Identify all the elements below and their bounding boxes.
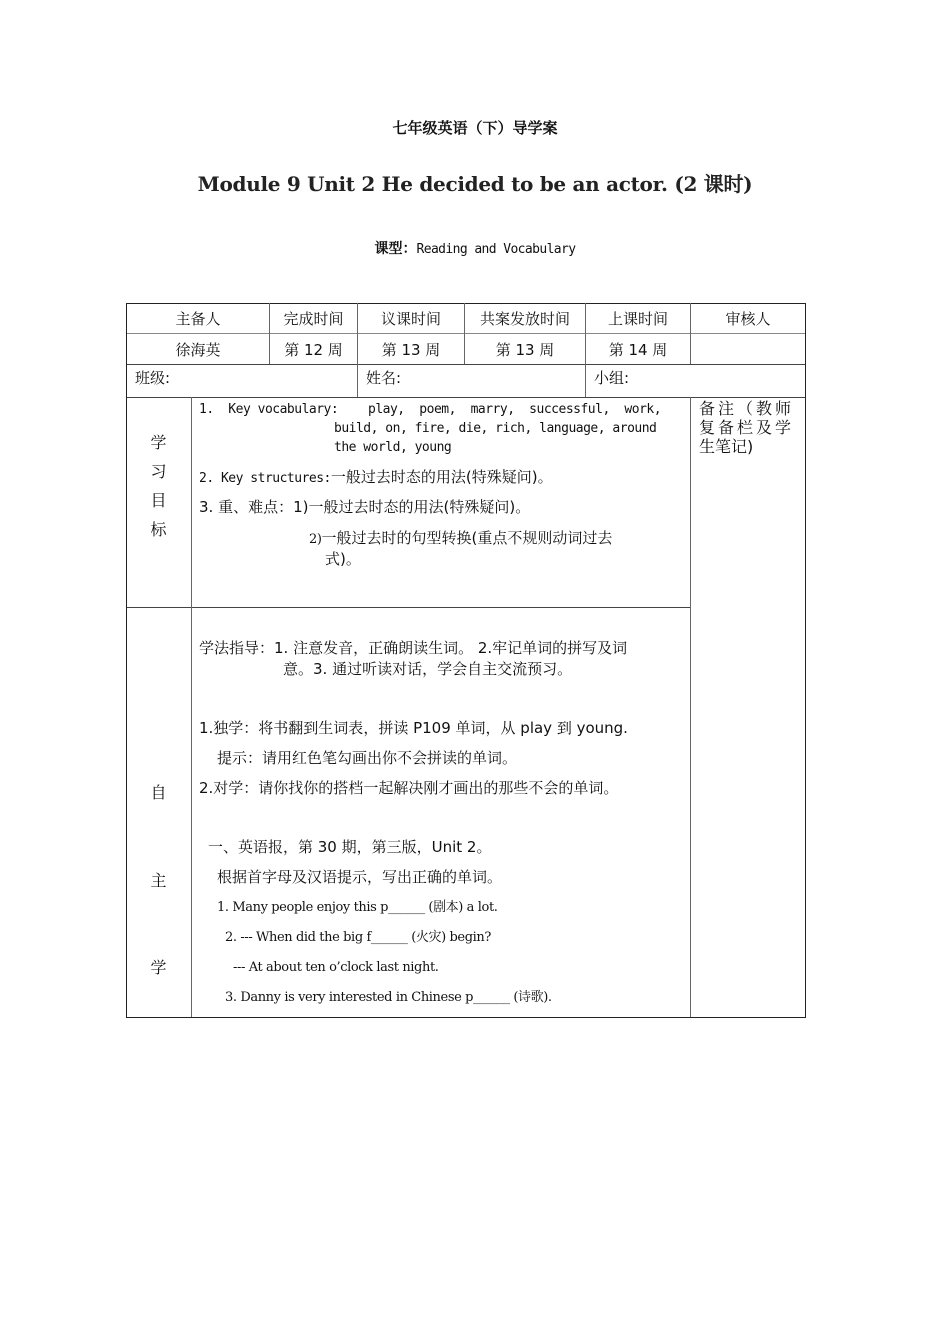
header-discussion-time: 议课时间 bbox=[380, 310, 441, 328]
header-class-time: 上课时间 bbox=[607, 310, 668, 328]
document-title: 七年级英语（下）导学案 bbox=[392, 119, 558, 137]
self-study-label-1: 自 bbox=[150, 783, 167, 802]
self-study-label-3: 学 bbox=[150, 958, 167, 977]
goal-key-points bbox=[199, 497, 530, 517]
goal-key-points-sub2-prefix: 2) bbox=[309, 532, 322, 547]
goal-vocab-line1: play, poem, marry, successful, work, bbox=[368, 402, 662, 417]
header-lead-preparer: 主备人 bbox=[175, 310, 221, 328]
module-title: Module 9 Unit 2 He decided to be an actor. (2 课时) bbox=[197, 172, 753, 196]
remarks-label bbox=[699, 399, 794, 456]
lesson-type-value: Reading and Vocabulary bbox=[416, 242, 576, 257]
exercise-item-2-answer: --- At about ten o’clock last night. bbox=[233, 960, 439, 975]
goal-key-points-prefix: 3. 重、难点：1) bbox=[199, 498, 309, 516]
goal-vocab-prefix: 1. Key vocabulary: bbox=[199, 402, 339, 417]
task-hint: 提示：请用红色笔勾画出你不会拼读的单词。 bbox=[217, 749, 518, 767]
remarks-label-line: 生笔记) bbox=[699, 437, 754, 456]
study-method-line1: 学法指导：1. 注意发音，正确朗读生词。 2.牢记单词的拼写及词 bbox=[199, 639, 628, 657]
lesson-type-label: 课型： bbox=[374, 241, 417, 257]
header-completion-time: 完成时间 bbox=[283, 310, 344, 328]
goal-vocab-line2: build, on, fire, die, rich, language, around bbox=[334, 421, 657, 436]
class-field[interactable]: 班级: bbox=[135, 369, 171, 387]
lesson-type bbox=[0, 238, 950, 258]
table-divider bbox=[191, 397, 192, 1017]
exercise-item-2: 2. --- When did the big f______ (火灾) begin? bbox=[225, 930, 491, 945]
table-border-left bbox=[126, 303, 127, 1018]
side-label-char: 学 bbox=[150, 433, 167, 452]
learning-goals-label bbox=[126, 428, 191, 544]
table-divider bbox=[126, 607, 691, 608]
goal-key-points-text2: 一般过去时的句型转换(重点不规则动词过去 bbox=[321, 529, 613, 547]
exercise-item-1: 1. Many people enjoy this p______ (剧本) a lot. bbox=[217, 900, 498, 915]
side-label-char: 习 bbox=[150, 462, 167, 481]
value-distribution-time: 第 13 周 bbox=[495, 340, 555, 359]
goal-key-points-text1: 一般过去时态的用法(特殊疑问)。 bbox=[308, 498, 531, 516]
table-divider bbox=[690, 397, 691, 1017]
goal-key-points-2 bbox=[309, 528, 612, 550]
self-study-label-2: 主 bbox=[150, 871, 167, 890]
exercise-item-3: 3. Danny is very interested in Chinese p______ (诗歌). bbox=[225, 990, 552, 1005]
goal-structures bbox=[199, 467, 553, 489]
table-border-right bbox=[805, 303, 806, 1018]
name-field[interactable]: 姓名: bbox=[366, 369, 402, 387]
goal-structures-prefix: 2. Key structures: bbox=[199, 471, 331, 486]
value-completion-time: 第 12 周 bbox=[284, 340, 343, 359]
task-pair: 2.对学：请你找你的搭档一起解决刚才画出的那些不会的单词。 bbox=[199, 779, 619, 797]
exercise-section-title: 一、英语报，第 30 期，第三版，Unit 2。 bbox=[208, 838, 492, 856]
goal-structures-text: 一般过去时态的用法(特殊疑问)。 bbox=[330, 468, 553, 486]
value-class-time: 第 14 周 bbox=[608, 340, 668, 359]
value-discussion-time: 第 13 周 bbox=[381, 340, 441, 359]
table-divider bbox=[126, 397, 806, 398]
side-label-char: 标 bbox=[150, 520, 167, 539]
group-field[interactable]: 小组: bbox=[594, 369, 630, 387]
table-border-bottom bbox=[126, 1017, 806, 1018]
remarks-label-line: 备注（教师 bbox=[699, 399, 795, 418]
remarks-label-line: 复备栏及学 bbox=[699, 418, 795, 437]
task-individual: 1.独学：将书翻到生词表，拼读 P109 单词，从 play 到 young. bbox=[199, 719, 628, 737]
side-label-char: 目 bbox=[150, 491, 167, 510]
value-lead-preparer: 徐海英 bbox=[175, 340, 221, 359]
goal-vocab-line3: the world, young bbox=[334, 440, 452, 455]
goal-key-points-2-cont: 式)。 bbox=[325, 550, 361, 568]
header-distribution-time: 共案发放时间 bbox=[479, 310, 570, 328]
value-reviewer[interactable] bbox=[691, 334, 805, 364]
exercise-instruction: 根据首字母及汉语提示，写出正确的单词。 bbox=[217, 868, 503, 886]
study-method-line2: 意。3. 通过听读对话，学会自主交流预习。 bbox=[283, 660, 573, 678]
header-reviewer: 审核人 bbox=[725, 310, 771, 328]
